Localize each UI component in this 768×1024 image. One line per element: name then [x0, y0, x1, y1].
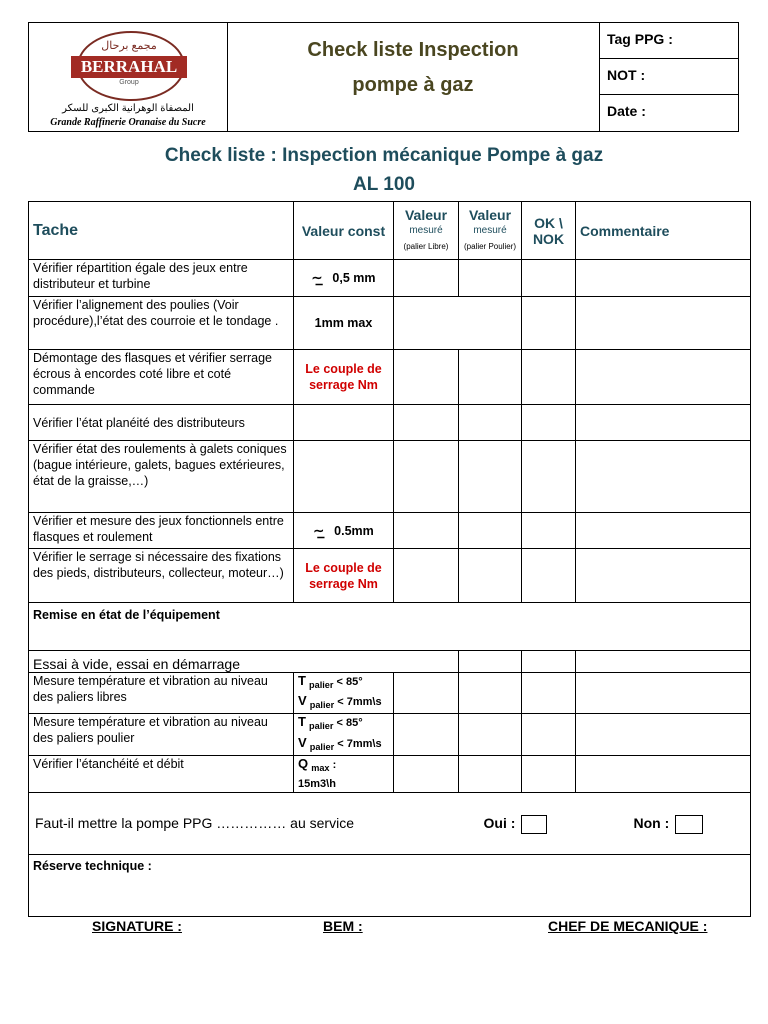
v-label: V	[298, 693, 307, 709]
measure-poulier-cell[interactable]	[459, 513, 522, 549]
oui-option	[484, 815, 548, 834]
task-cell: Vérifier répartition égale des jeux entre distributeur et turbine	[29, 260, 294, 297]
measure-poulier-cell[interactable]	[459, 549, 522, 603]
comment-cell[interactable]	[576, 673, 751, 714]
bem-label: BEM :	[323, 918, 363, 934]
logo-arabic-subtitle: المصفاة الوهرانية الكبرى للسكر	[62, 103, 194, 114]
comment-cell[interactable]	[576, 441, 751, 513]
measure-poulier-cell[interactable]	[459, 714, 522, 755]
table-row	[29, 405, 751, 441]
t-label: T	[298, 673, 306, 688]
task-cell: Vérifier état des roulements à galets coniques (bague intérieure, galets, bagues extérieures, état de la graisse,…)	[29, 441, 294, 513]
section-row	[29, 603, 751, 651]
oui-label: Oui :	[483, 815, 516, 832]
not-field[interactable]: NOT :	[599, 59, 739, 95]
measure-poulier-cell[interactable]	[459, 673, 522, 714]
table-row	[29, 260, 751, 297]
ok-cell[interactable]	[522, 350, 576, 405]
task-cell: Vérifier l’étanchéité et débit	[29, 755, 294, 792]
measure-poulier-cell[interactable]	[459, 350, 522, 405]
measure-libre-cell[interactable]	[394, 714, 459, 755]
oui-checkbox[interactable]	[521, 815, 547, 834]
comment-cell[interactable]	[576, 755, 751, 792]
ok-cell[interactable]	[522, 405, 576, 441]
ok-cell[interactable]	[522, 714, 576, 755]
measure-libre-cell[interactable]	[394, 350, 459, 405]
value-cell: 1mm max	[294, 297, 394, 350]
logo-group: Group	[119, 79, 139, 86]
approx-icon: ∼̲	[311, 270, 323, 285]
measure-poulier-cell[interactable]	[459, 441, 522, 513]
ok-cell[interactable]	[522, 260, 576, 297]
service-question: Faut-il mettre la pompe PPG …………… au service	[35, 815, 354, 832]
col-valeur-const: Valeur const	[294, 202, 394, 260]
col-mesure-libre-note: (palier Libre)	[403, 241, 449, 251]
section-remise: Remise en état de l’équipement	[29, 603, 751, 651]
ok-cell[interactable]	[522, 651, 576, 673]
value-cell	[294, 441, 394, 513]
v-value: < 7mm\s	[337, 696, 382, 709]
t-value: < 85°	[336, 676, 363, 688]
col-mesure-poulier-sub: mesuré	[473, 224, 507, 236]
palier-sub: palier	[309, 741, 335, 752]
task-cell: Mesure température et vibration au niveau des paliers poulier	[29, 714, 294, 755]
essai-cell: Essai à vide, essai en démarrage	[29, 651, 459, 673]
comment-cell[interactable]	[576, 714, 751, 755]
debit-value: 15m3\h	[298, 777, 336, 790]
ok-cell[interactable]	[522, 673, 576, 714]
logo-cell	[29, 23, 228, 131]
reserve-cell[interactable]: Réserve technique :	[29, 854, 751, 916]
logo-arabic-top: مجمع برحال	[101, 40, 157, 52]
measure-poulier-cell[interactable]	[459, 405, 522, 441]
measure-libre-cell[interactable]	[394, 549, 459, 603]
value-cell: Le couple de serrage Nm	[294, 549, 394, 603]
measure-libre-cell[interactable]	[394, 405, 459, 441]
comment-cell[interactable]	[576, 260, 751, 297]
q-label: Q	[298, 755, 309, 771]
comment-cell[interactable]	[576, 651, 751, 673]
header-meta	[599, 23, 739, 131]
ok-cell[interactable]	[522, 755, 576, 792]
service-cell	[29, 792, 751, 854]
measure-libre-cell[interactable]	[394, 755, 459, 792]
measure-poulier-cell[interactable]	[459, 755, 522, 792]
ok-cell[interactable]	[522, 549, 576, 603]
comment-cell[interactable]	[576, 297, 751, 350]
value-text: 0,5 mm	[332, 271, 376, 285]
header-title-line2: pompe à gaz	[352, 74, 474, 96]
table-row	[29, 297, 751, 350]
table-row	[29, 714, 751, 755]
palier-sub: palier	[309, 680, 334, 691]
table-row	[29, 513, 751, 549]
measure-libre-cell[interactable]	[394, 673, 459, 714]
v-label: V	[298, 734, 307, 750]
q-colon: :	[332, 758, 337, 771]
main-title-line1: Check liste : Inspection mécanique Pompe à gaz	[164, 145, 604, 166]
table-row	[29, 651, 751, 673]
col-tache: Tache	[29, 202, 294, 260]
measure-libre-cell[interactable]	[394, 441, 459, 513]
max-sub: max	[311, 762, 330, 773]
table-row	[29, 441, 751, 513]
non-label: Non :	[633, 815, 670, 832]
value-cell	[294, 405, 394, 441]
task-cell: Vérifier et mesure des jeux fonctionnels entre flasques et roulement	[29, 513, 294, 549]
header-title-line1: Check liste Inspection	[307, 39, 519, 61]
tag-ppg-field[interactable]: Tag PPG :	[599, 23, 739, 59]
t-value: < 85°	[336, 717, 363, 730]
col-mesure-poulier-note: (palier Poulier)	[463, 241, 517, 251]
table-row	[29, 673, 751, 714]
col-mesure-libre-title: Valeur	[404, 206, 448, 223]
palier-sub: palier	[309, 721, 334, 732]
reserve-row	[29, 854, 751, 916]
signature-label: SIGNATURE :	[92, 918, 182, 934]
col-mesure-libre-sub: mesuré	[409, 224, 443, 236]
measure-poulier-cell[interactable]	[459, 651, 522, 673]
value-cell	[294, 714, 394, 755]
value-cell: Le couple de serrage Nm	[294, 350, 394, 405]
value-text: 0.5mm	[334, 523, 374, 538]
task-cell: Démontage des flasques et vérifier serrage écrous à encordes coté libre et coté commande	[29, 350, 294, 405]
logo-subtitle: Grande Raffinerie Oranaise du Sucre	[50, 117, 206, 128]
main-title-line2: AL 100	[353, 174, 415, 195]
ok-cell[interactable]	[522, 441, 576, 513]
task-cell: Vérifier le serrage si nécessaire des fixations des pieds, distributeurs, collecteur, moteur…)	[29, 549, 294, 603]
measure-poulier-cell[interactable]	[459, 260, 522, 297]
value-cell	[294, 673, 394, 714]
measure-merged-cell[interactable]	[394, 297, 522, 350]
ok-cell[interactable]	[522, 297, 576, 350]
table-row	[29, 350, 751, 405]
col-mesure-libre	[394, 202, 459, 260]
task-cell: Mesure température et vibration au niveau des paliers libres	[29, 673, 294, 714]
non-checkbox[interactable]	[675, 815, 703, 834]
measure-libre-cell[interactable]	[394, 513, 459, 549]
table-row	[29, 549, 751, 603]
service-row	[29, 792, 751, 854]
t-label: T	[298, 714, 306, 730]
task-cell: Vérifier l’état planéité des distributeurs	[29, 405, 294, 441]
palier-sub: palier	[309, 700, 335, 711]
date-field[interactable]: Date :	[607, 103, 646, 119]
document-header	[28, 22, 739, 132]
table-header-row	[29, 202, 751, 260]
comment-cell[interactable]	[576, 513, 751, 549]
chef-label: CHEF DE MECANIQUE :	[548, 918, 708, 934]
col-commentaire: Commentaire	[576, 202, 751, 260]
task-cell: Vérifier l’alignement des poulies (Voir procédure),l’état des courroie et le tondage .	[29, 297, 294, 350]
comment-cell[interactable]	[576, 405, 751, 441]
col-mesure-poulier	[459, 202, 522, 260]
comment-cell[interactable]	[576, 549, 751, 603]
col-mesure-poulier-title: Valeur	[468, 206, 512, 223]
value-cell	[294, 755, 394, 792]
comment-cell[interactable]	[576, 350, 751, 405]
ok-cell[interactable]	[522, 513, 576, 549]
approx-icon: ∼̲	[313, 522, 325, 538]
v-value: < 7mm\s	[337, 737, 382, 750]
col-ok-nok: OK \ NOK	[522, 202, 576, 260]
non-option	[634, 815, 704, 834]
table-row	[29, 755, 751, 792]
value-cell	[294, 513, 394, 549]
logo-name: BERRAHAL	[71, 56, 187, 78]
header-title	[227, 23, 600, 131]
inspection-table	[28, 201, 751, 917]
value-cell	[294, 260, 394, 297]
measure-libre-cell[interactable]	[394, 260, 459, 297]
